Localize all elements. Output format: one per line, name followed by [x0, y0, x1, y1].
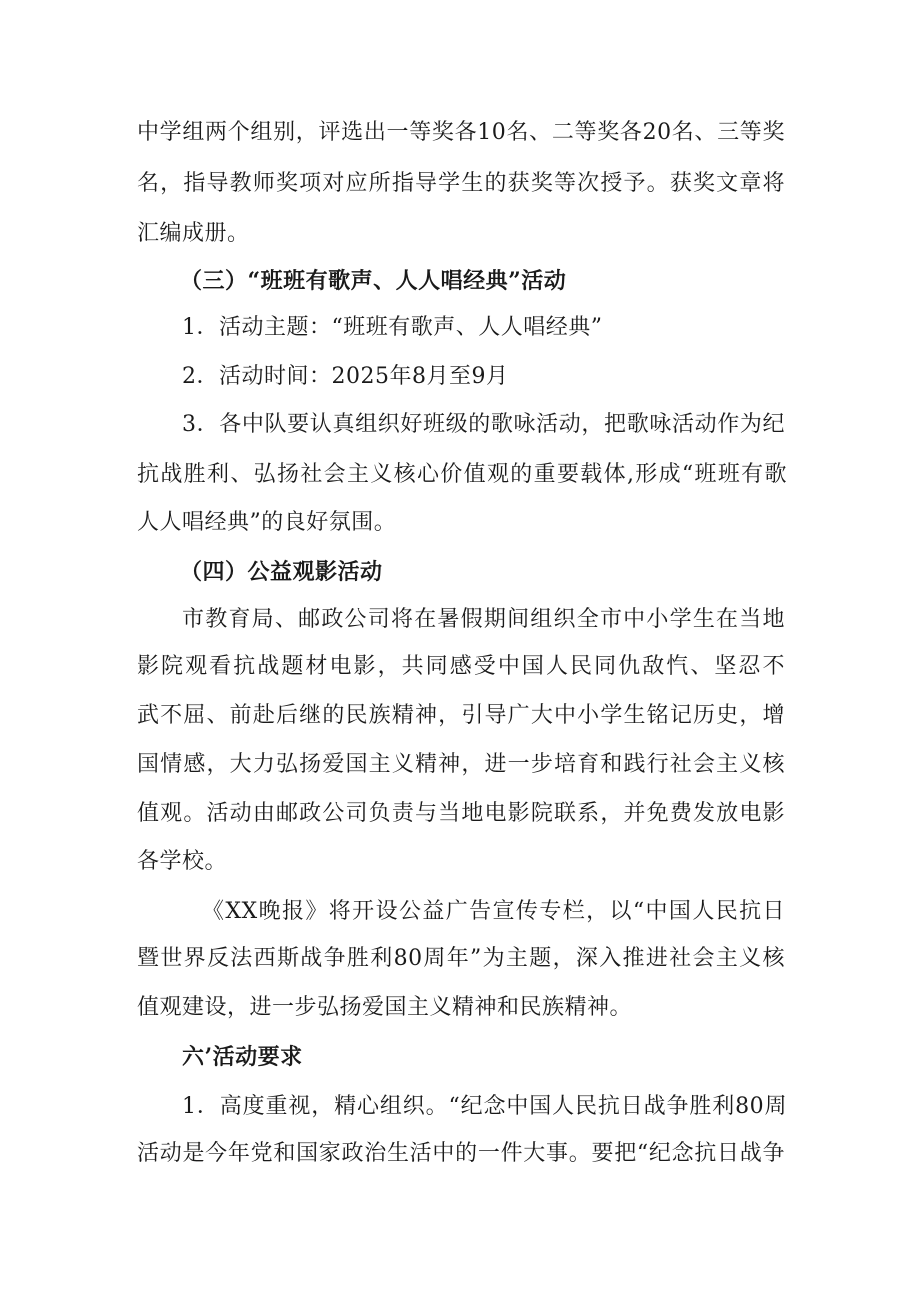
body-line-4: 抗战胜利、弘扬社会主义核心价值观的重要载体,形成“班班有歌	[137, 462, 787, 487]
body-line-15: 1．高度重视，精心组织。“纪念中国人民抗日战争胜利80周	[182, 1094, 787, 1119]
list-item-2: 2．活动时间：2025年8月至9月	[182, 364, 509, 389]
body-line-9: 国情感，大力弘扬爱国主义精神，进一步培育和践行社会主义核	[137, 752, 785, 777]
body-line-7: 影院观看抗战题材电影，共同感受中国人民同仇敌忾、坚忍不	[137, 654, 785, 679]
body-line-11: 各学校。	[137, 849, 228, 874]
section-heading-6: 六’活动要求	[182, 1044, 303, 1070]
body-line-13: 暨世界反法西斯战争胜利80周年”为主题，深入推进社会主义核	[137, 946, 785, 971]
body-line-2: 名，指导教师奖项对应所指导学生的获奖等次授予。获奖文章将	[137, 171, 785, 196]
body-line-6: 市教育局、邮政公司将在暑假期间组织全市中小学生在当地	[182, 607, 785, 632]
body-line-12: 《XX晚报》将开设公益广告宣传专栏，以“中国人民抗日	[202, 899, 785, 924]
body-line-14: 值观建设，进一步弘扬爱国主义精神和民族精神。	[137, 995, 633, 1020]
body-line-10: 值观。活动由邮政公司负责与当地电影院联系，并免费发放电影	[137, 801, 785, 826]
body-line-8: 武不屈、前赴后继的民族精神，引导广大中小学生铭记历史，增	[137, 703, 785, 728]
body-line-3: 汇编成册。	[137, 221, 250, 246]
section-heading-3: （三）“班班有歌声、人人唱经典”活动	[180, 268, 567, 294]
section-heading-4: （四）公益观影活动	[180, 559, 383, 585]
body-line-1: 中学组两个组别，评选出一等奖各10名、二等奖各20名、三等奖	[137, 120, 785, 145]
list-item-1: 1．活动主题：“班班有歌声、人人唱经典”	[182, 315, 603, 340]
list-item-3: 3．各中队要认真组织好班级的歌咏活动，把歌咏活动作为纪	[182, 412, 785, 437]
body-line-16: 活动是今年党和国家政治生活中的一件大事。要把“纪念抗日战争	[137, 1141, 785, 1166]
body-line-5: 人人唱经典”的良好氛围。	[137, 510, 397, 535]
